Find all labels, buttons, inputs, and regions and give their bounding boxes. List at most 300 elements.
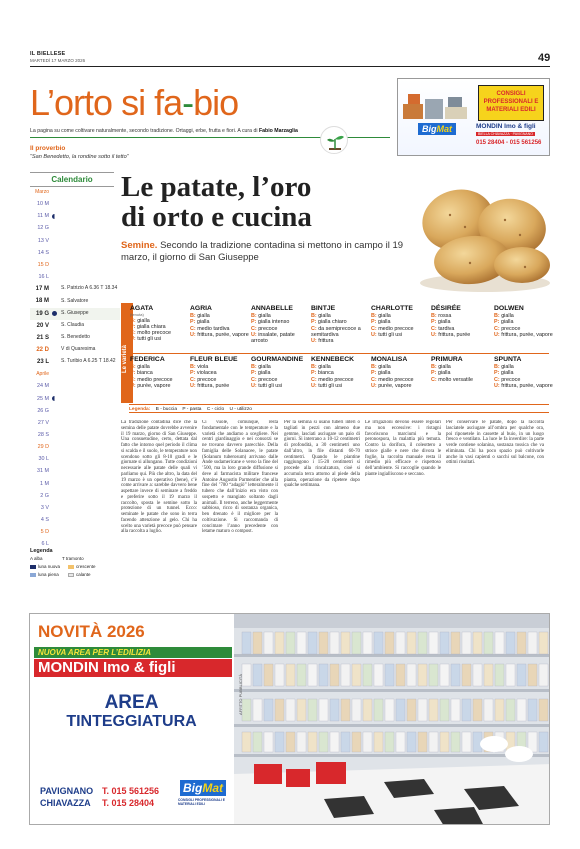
variety-key: B: [371,313,379,319]
variety-value: tutti gli usi [137,336,162,343]
variety-value: bianca [136,370,153,377]
moon-phase-icon [52,481,57,486]
calendar-row [30,356,120,368]
variety-key: C: [494,376,502,383]
variety-key: C: [190,325,198,332]
variety-key: B: [251,364,259,370]
variety-key: C: [311,325,319,332]
moon-phase-icon [52,262,57,267]
article-column-3: Per la semina si usano tuberi interi o tagliati in pezzi con almeno due gemme, lasciati asciugare un paio di giorni. Si interrano a 10-12 centimetri di profondità, a 30 centimetri uno dall’altro, in file distanti 60-70 centimetri. Quando le piantine raggiungono i 15-20 centimetri si procede alla rincalzatura, cioè si accumula terra attorno al piede della pianta, operazione da ripetere dopo qualche settimana. [284,420,360,489]
legend-full-moon: luna piena [30,572,59,577]
variety-value: gialla [501,313,514,319]
variety-value: gialla [196,319,210,326]
variety-key: B: [251,313,259,319]
variety-key: B: [130,364,138,370]
ad-badge: CONSIGLI PROFESSIONALI E MATERIALI EDILI [478,85,544,121]
ad-brand-sub: CONSIGLI PROFESSIONALI E MATERIALI EDILI [178,798,225,806]
ad-tel-1: T. 015 561256 [102,786,160,796]
calendar-day: 5 D [40,529,49,536]
variety-key: C: [130,330,138,337]
moon-phase-icon [52,202,57,207]
variety-key: P: [494,370,501,377]
calendar-day: 19 G [35,310,49,317]
moon-phase-icon [52,530,57,535]
variety-value: medio precoce [137,376,173,383]
calendar-heading: Calendario [30,172,114,187]
variety-value: tutti gli usi [258,382,283,389]
variety-value: viola [197,364,209,370]
bigmat-logo-icon: BigMat [418,123,456,135]
variety-u [190,383,252,389]
calendar-saint: S. Salvatore [61,297,89,304]
ad-banner-1: NUOVA AREA PER L’EDILIZIA [34,647,232,658]
moon-phase-icon [52,469,57,474]
variety-value: da semiprecoce a semitardiva [311,325,361,338]
moon-phase-icon [52,226,57,231]
variety-u [130,383,192,389]
calendar-row [30,368,120,380]
variety-u [311,383,373,389]
calendar-day: Marzo [35,189,49,196]
calendar-row [30,186,120,198]
variety-key: C: [431,376,439,383]
variety-key: P: [190,370,197,377]
variety-value: frittura, purée [438,331,471,338]
variety-value: gialla [258,364,271,370]
moon-phase-icon [52,323,57,328]
variety-value: precoce [258,376,278,383]
variety-key: C: [190,376,198,383]
variety-name: ANNABELLE [251,305,293,312]
calendar-row [30,198,120,210]
variety-key: U: [130,382,138,389]
variety-key: P: [371,319,378,326]
variety-value: gialla [257,370,271,377]
variety-value: gialla [378,313,391,319]
variety-value: tutti gli usi [318,382,343,389]
variety-key: U: [190,382,198,389]
variety-value: purée, vapore [137,382,171,389]
variety-key: P: [190,319,197,326]
variety-name: CHARLOTTE [371,305,413,312]
variety-u [494,332,556,338]
variety-key: P: [251,370,258,377]
variety-value: insalate, patate arrosto [251,331,295,345]
building-materials-icon [398,79,478,129]
article-column-5: Per conservare le patate, dopo la raccolta lasciatele asciugare all’ombra per qualche ora, poi riponetele in cassette al buio, in un luogo fresco e ventilato. La luce le fa inverdire: la parte verde contiene solanina, sostanza tossica che va eliminata. Chi ha poco spazio può coltivarle anche in vasi capienti o sacchi sul balcone, con ottimi risultati. [446,420,544,466]
calendar-day: 17 M [35,286,49,293]
variety-cell [251,356,313,389]
variety-key: U: [431,331,439,338]
calendar-row [30,478,120,490]
calendar-row [30,222,120,234]
variety-key: U: [251,331,259,338]
variety-value: frittura, purée, vapore [501,382,553,389]
variety-name: FEDERICA [130,356,165,363]
calendar-row [30,526,120,538]
issue-date: MARTEDÌ 17 MARZO 2026 [30,58,86,63]
variety-key: C: [431,325,439,332]
potatoes-illustration [410,165,560,300]
calendar-row [30,271,120,283]
variety-value: gialla [378,364,391,370]
variety-cell [431,356,493,383]
calendar-row [30,490,120,502]
variety-key: U: [251,382,259,389]
variety-value: gialla [318,313,331,319]
variety-value: frittura, purée [197,382,230,389]
variety-u [371,383,433,389]
variety-cell [371,356,433,389]
variety-value: molto versatile [438,376,473,383]
ad-left-panel [30,614,233,825]
calendar-row [30,393,120,405]
variety-name: GOURMANDINE [251,356,304,363]
variety-key: U: [371,331,379,338]
article-column-2: Ci vuole, comunque, resta fondamentale con le temperature e la varietà che andiamo a scegliere. Nei centri giardinaggio e nei consorzi se ne trovano davvero parecchie. Della famiglia delle Solanacee, le patate (Solanum tuberosum) arrivano dalle Ande sudamericane e verso la fine del ’500, ma la loro grande diffusione si deve al farmacista militare francese Antoine Augustin Parmentier che alla fine del ’700 “adagiò” letteralmente il tubero che dall’inizio era visto con sospetto e mangiato soltanto dagli animali. Il terreno, anche leggermente sabbioso, ricco di sostanza organica, ben drenato è il migliore per la coltivazione. Si raccomanda di concimare l’anno precedente con letame maturo o compost. [202,420,278,535]
variety-key: P: [494,319,501,326]
variety-c [431,377,493,383]
variety-key: C: [371,325,379,332]
moon-phase-icon [52,311,57,316]
top-rule [30,66,550,67]
variety-value: frittura [318,338,334,345]
calendar-row [30,453,120,465]
legend-waning: calante [68,572,91,577]
calendar-row [30,235,120,247]
moon-phase-icon [52,214,57,219]
variety-key: B: [371,364,379,370]
moon-phase-icon [52,360,57,365]
mondin-bottom-ad[interactable] [29,613,550,825]
variety-key: P: [431,370,438,377]
variety-key: U: [371,382,379,389]
moon-phase-icon [52,275,57,280]
variety-key: U: [494,382,502,389]
variety-u [130,336,192,342]
calendar-day: 2 G [40,492,49,499]
section-title: L’orto si fa-bio [30,82,239,123]
calendar-day: 15 D [37,261,49,268]
variety-key: B: [190,313,198,319]
ad-company-name: MONDIN Imo & figli [476,123,536,130]
ad-area-2: TINTEGGIATURA [66,713,197,730]
varieties-divider [129,353,549,354]
calendar-day: 26 G [37,407,49,414]
variety-value: gialla [438,364,451,370]
calendar-day: 28 S [37,432,49,439]
variety-value: gialla [500,319,514,326]
calendar-saint: S. Turibio A 6.25 T 18.42 [61,358,116,365]
calendar-row [30,247,120,259]
variety-cell [190,356,252,389]
calendar-day: 10 M [37,201,49,208]
calendar-day: 29 D [37,444,49,451]
calendar-day: 1 M [40,480,49,487]
variety-key: U: [494,331,502,338]
calendar-day: 12 G [37,225,49,232]
variety-u [371,332,433,338]
variety-key: B: [494,313,502,319]
variety-value: precoce [501,325,521,332]
variety-cell [190,305,252,338]
calendar-row [30,320,120,332]
varieties-legend: Legenda: B - buccia P - pasta C - ciclo U - utilizzo [129,404,549,413]
variety-c [311,326,373,339]
variety-name: DÉSIRÉE [431,305,461,312]
variety-value: medio tardiva [197,325,230,332]
variety-cell [311,305,373,344]
calendar-row [30,344,120,356]
variety-value: rossa [438,313,452,319]
calendar-row [30,259,120,271]
calendar-day: 6 L [41,541,49,548]
variety-u [251,332,313,345]
moon-phase-icon [52,493,57,498]
legend-alba: A alba [30,556,43,561]
variety-name: BINTJE [311,305,336,312]
variety-cell [311,356,373,389]
calendar-day: 23 L [36,359,49,366]
calendar-day: Aprile [36,371,49,378]
variety-key: C: [130,376,138,383]
moon-phase-icon [52,505,57,510]
ad-vertical-text: AFFITTO PUBBLICITÀ [238,674,243,716]
moon-phase-icon [52,408,57,413]
variety-value: tutti gli usi [378,331,403,338]
calendar-row [30,380,120,392]
legend-tramonto: T tramonto [62,556,84,561]
calendar-day: 21 S [36,334,49,341]
variety-u [251,383,313,389]
variety-key: U: [190,331,198,338]
moon-phase-icon [52,287,57,292]
variety-name: MONALISA [371,356,408,363]
calendar-row [30,514,120,526]
page-number: 49 [538,52,551,64]
variety-key: P: [371,370,378,377]
legend-waxing: crescente [68,564,96,569]
variety-name: SPUNTA [494,356,522,363]
calendar-row [30,295,120,307]
variety-u [190,332,252,338]
moon-phase-icon [52,542,57,547]
variety-name: AGRIA [190,305,212,312]
variety-key: P: [431,319,438,326]
variety-value: bianca [317,370,334,377]
calendar-row [30,308,120,320]
calendar-saint: S. Patrizio A 6.36 T 18.34 [61,285,118,292]
variety-key: C: [251,376,259,383]
variety-value: gialla [437,370,451,377]
store-photo [234,614,550,825]
variety-key: U: [311,382,319,389]
calendar-saint: V di Quaresima [61,346,96,353]
variety-value: precoce [258,325,278,332]
variety-value: gialla [500,370,514,377]
calendar-day: 13 V [37,237,49,244]
moon-phase-icon [52,335,57,340]
calendar-day: 16 L [38,274,49,281]
variety-value: gialla [258,313,271,319]
varieties-side-label: Le varietà [121,303,133,403]
variety-value: precoce [501,376,521,383]
calendar-saint: S. Giuseppe [61,309,89,316]
moon-phase-icon [52,238,57,243]
variety-u [311,338,373,344]
calendar-day: 20 V [36,322,49,329]
moon-phase-icon [52,445,57,450]
calendar-day: 27 V [37,419,49,426]
variety-key: P: [311,370,318,377]
variety-cell [371,305,433,338]
calendar-row [30,332,120,344]
moon-phase-icon [52,396,57,401]
calendar-saint: S. Benedetto [61,334,90,341]
variety-cell [431,305,493,338]
moon-phase-icon [52,433,57,438]
ad-place: BIELLA CHIAVAZZA · PAVIGNANO [478,132,533,136]
moon-phase-icon [52,347,57,352]
variety-value: gialla [318,364,331,370]
variety-value: violacea [196,370,217,377]
article-column-4: Le irrigazioni devono essere regolari ma non eccessive: i ristagni favoriscono marciumi e la peronospora, la malattia più temuta. Contro la dorifora, il coleottero a strisce gialle e nere che divora le foglie, la raccolta manuale resta il rimedio più efficace e rispettoso dell’ambiente. Si raccoglie quando le piante ingialliscono e seccano. [365,420,441,477]
ad-town-2: CHIAVAZZA [40,798,91,808]
moon-phase-icon [52,518,57,523]
variety-value: purée, vapore [378,382,412,389]
variety-cell [251,305,313,344]
calendar-row [30,417,120,429]
moon-phase-icon [52,250,57,255]
variety-key: C: [494,325,502,332]
proverb-text: “San Benedetto, la rondine sotto il tetto” [30,154,129,160]
calendar-day: 31 M [37,468,49,475]
variety-key: B: [311,313,319,319]
variety-value: precoce [197,376,217,383]
variety-key: B: [431,313,439,319]
variety-u [431,332,493,338]
calendar-saint: S. Claudia [61,321,85,328]
variety-key: B: [431,364,439,370]
calendar-row [30,441,120,453]
variety-name: KENNEBECK [311,356,355,363]
calendar-row [30,502,120,514]
article-headline: Le patate, l’oro di orto e cucina [121,171,312,233]
variety-key: C: [311,376,319,383]
ad-phones: 015 28404 - 015 561256 [476,140,542,146]
article-standfirst: Semine. Secondo la tradizione contadina si mettono in campo il 19 marzo, il giorno di San Giuseppe [121,240,404,263]
section-subtitle: La pagina su come coltivare naturalmente, secondo tradizione. Ortaggi, erbe, frutta e fiori. A cura di Fabio Marzaglia [30,128,298,134]
variety-value: gialla [501,364,514,370]
variety-key: B: [311,364,319,370]
calendar-row [30,465,120,477]
calendar-day: 11 M [37,213,49,220]
newspaper-name: IL BIELLESE [30,51,66,57]
variety-value: tardiva [438,325,455,332]
variety-value: medio precoce [318,376,354,383]
sprout-icon [320,126,348,154]
variety-key: B: [130,317,138,324]
calendar-row [30,429,120,441]
variety-key: C: [371,376,379,383]
variety-key: C: [251,325,259,332]
variety-name: AGATA [130,305,154,312]
variety-value: molto precoce [137,330,172,337]
variety-key: U: [130,336,138,343]
variety-cell [130,356,192,389]
article-column-1: La tradizione contadina dice che la semina delle patate dovrebbe avvenire il 19 marzo, giorno di San Giuseppe. Una consuetudine, certo, dettata dal fatto che intorno quel periodo il clima si scalda e il suolo, le temperature non scendono sotto gli 8-10 gradi e le giornate si allungano. Tutte condizioni necessarie alle patate delle quali vi parliamo qui. Più che altro, la data del 19 marzo è un operativo (bene), c’è come arrivare a: sarebbe davvero bene aspettare invece di seminare a freddo e preferire sotto il 19 marzo il raccolto, sposta le semine sotto la protezione di un tunnel. Ecco: seminate le patate che sono in terra facendo attenzione al gelo. Chi ha scelto una varietà precoce può pensare alla raccolta a luglio. [121,420,197,535]
variety-value: gialla [137,317,150,324]
variety-value: frittura, purée, vapore [501,331,553,338]
moon-phase-icon [52,420,57,425]
paint-shelves-photo [234,614,550,825]
calendar-row [30,210,120,222]
calendar-day: 14 S [37,249,49,256]
variety-cell [494,305,556,338]
variety-u [494,383,556,389]
variety-key: U: [311,338,319,345]
bigmat-top-ad[interactable] [397,78,550,156]
variety-value: frittura, purée, vapore [197,331,249,338]
variety-value: gialla [377,319,391,326]
variety-key: P: [130,323,137,330]
proverb-label: Il proverbio [30,145,66,152]
legend-new-moon: luna nuova [30,564,60,569]
variety-cell [130,305,192,343]
moon-phase-icon [52,190,57,195]
variety-key: P: [251,319,258,326]
variety-name: FLEUR BLEUE [190,356,238,363]
variety-key: B: [190,364,198,370]
variety-key: B: [494,364,502,370]
variety-value: gialla chiaro [317,319,347,326]
variety-value: medio precoce [378,325,414,332]
ad-banner-2: MONDIN Imo & figli [34,659,232,677]
variety-key: P: [311,319,318,326]
calendar-day: 18 M [35,298,49,305]
variety-value: gialla [197,313,210,319]
calendar-day: 25 M [37,395,49,402]
variety-value: medio precoce [378,376,414,383]
moon-phase-icon [52,384,57,389]
variety-value: gialla intenso [257,319,290,326]
moon-phase-icon [52,299,57,304]
variety-name: PRIMURA [431,356,463,363]
variety-value: gialla [437,319,451,326]
variety-name: DOLWEN [494,305,524,312]
variety-value: gialla [377,370,391,377]
legend-heading: Legenda [30,548,53,554]
variety-value: gialla [137,364,150,370]
calendar-day: 22 D [36,346,49,353]
variety-cell [494,356,556,389]
ad-novita: NOVITÀ 2026 [38,622,145,641]
calendar-row [30,283,120,295]
calendar-day: 24 M [37,383,49,390]
calendar-row [30,405,120,417]
variety-note: (tenuta) [130,312,144,317]
calendar-day: 3 V [40,504,49,511]
variety-key: P: [130,370,137,377]
ad-tel-2: T. 015 28404 [102,798,155,808]
ad-town-1: PAVIGNANO [40,786,94,796]
moon-phase-icon [52,457,57,462]
moon-phase-icon [52,372,57,377]
calendar-day: 30 L [38,456,49,463]
calendar-day: 4 S [40,517,49,524]
variety-value: gialla chiara [136,323,166,330]
ad-area-1: AREA [104,692,159,713]
